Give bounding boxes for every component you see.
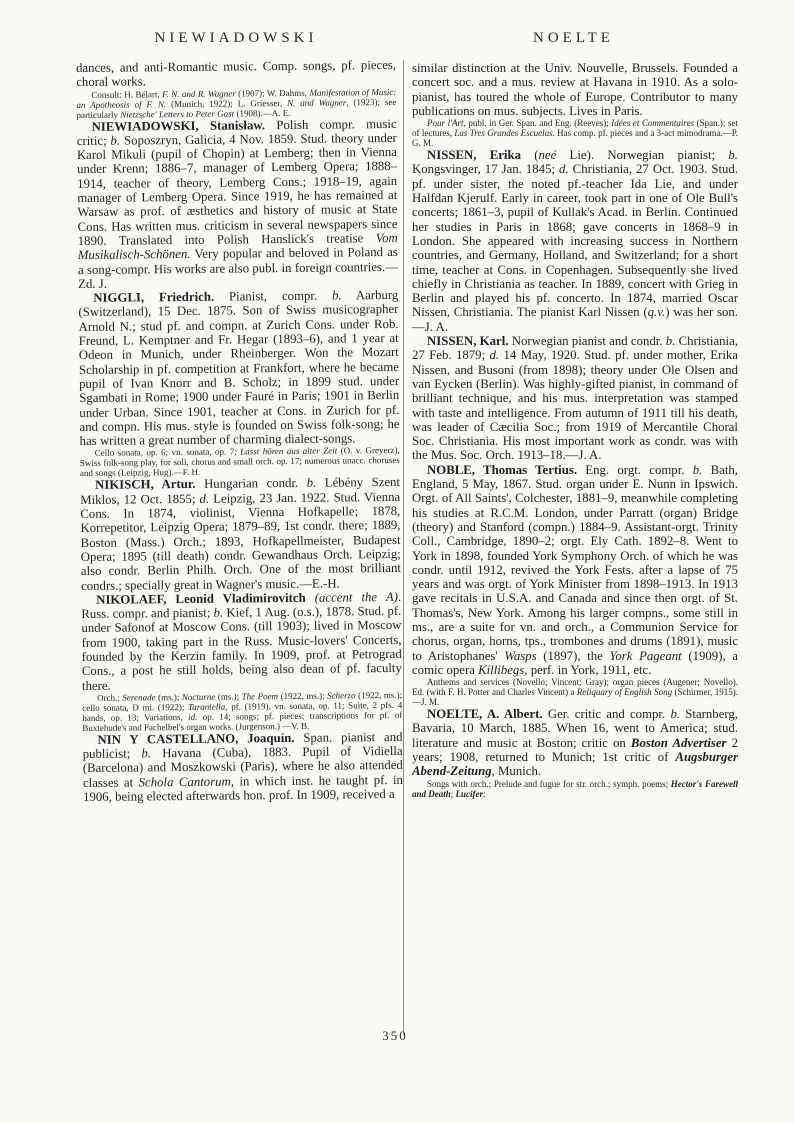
text-run: Ger. critic and compr. [542, 707, 671, 722]
text-run: Aarburg (Switzerland), 15 Dec. 1875. Son of Swiss musicographer Arnold N.; stud pf. and compn. at Zurich Cons. under Rob. Freund, L. Kemptner and Fr. Hegar (1893–6), and 1 year at Odeon in Munich, under Rheinberger. Won the Mozart Scholarship in pf. competition at Frankfort, where he became pupil of Ivan Knorr and B. Scholz; in 1899 stud. under Sgambati in Rome; 1900 under Fauré in Paris; 1901 in Berlin under Urban. Since 1901, teacher at Cons. in Zurich for pf. and compn. His mus. style is founded on Swiss folk-song; he has written a great number of charming dialect-songs. [78, 288, 400, 449]
text-run: b. [728, 148, 738, 163]
text-run: NOBLE, Thomas Tertius. [427, 462, 578, 477]
text-run: (Span.); set of lectures, [412, 118, 738, 139]
text-run: Polish compr. music critic; [76, 116, 397, 148]
text-run: Span. pianist and publicist; [82, 729, 403, 762]
running-head-right: NOELTE [533, 30, 614, 46]
text-run: neé [538, 148, 557, 163]
text-run: Anthems and services (Novello; Vincent; Gray); organ pieces (Augener; Novello). Ed. (with F. H. Potter and Charles Vincent) a [412, 677, 738, 698]
text-run: (O. v. Greyerz), Swiss folk-song play, for soli, chorus and small orch. op. 17; numerous unacc. choruses and songs (Leipzig, Hug).—F. H. [79, 445, 400, 479]
text-run: Scherzo [327, 690, 356, 701]
text-run: Killibegs [478, 662, 525, 677]
text-run: NIKISCH, Artur. [95, 477, 196, 493]
works-list-nikolaef [82, 690, 402, 733]
text-run: Nietzsche' Letters to Peter Gast [120, 108, 235, 120]
text-run: , (1923); see particularly [76, 96, 397, 120]
entry-nissen-erika [412, 148, 738, 334]
text-run: Songs with orch.; Prelude and fugue for str. orch.; symph. poems; [427, 778, 671, 789]
text-run: NIKOLAEF, Leonid Vladimirovitch [96, 590, 306, 607]
text-run: NIGGLI, Friedrich. [93, 289, 215, 306]
text-run: , pf. (1919). vn. sonata, op. 11; Suite, 2 pfs. 4 hands, op. 13; Variations, [82, 699, 403, 723]
text-run: NIN Y CASTELLANO, Joaquín. [97, 730, 295, 747]
text-run: ( [520, 148, 539, 163]
text-run: (ms.); [215, 691, 242, 702]
text-run: NOELTE, A. Albert. [427, 707, 543, 722]
entry-niggli [78, 288, 399, 448]
text-run: Hector's Farewell and Death [412, 778, 738, 799]
text-run: Cello sonata, op. 6; vn. sonata, op. 7; [94, 446, 241, 459]
text-run: (1897), the [536, 648, 610, 663]
text-run: Lie). Norwegian pianist; [556, 148, 729, 163]
text-run [306, 591, 315, 605]
entry-noble [412, 463, 738, 677]
entry-nikolaef [81, 590, 402, 693]
text-run: Pour l'Art [427, 118, 464, 129]
text-run: . Russ. compr. and pianist; [81, 589, 402, 622]
text-run: 14 May, 1920. Stud. pf. under mother, Erika Nissen, and Busoni (from 1898); theory under Ole Olsen and van Eycken (Berlin). Was highly-gifted pianist, in command of brilliant technique, and his mus. interpretation was stamped with taste and intelligence. From autumn of 1911 till his death, was leader of Cæcilia Soc.; from 1919 of Mercantile Choral Soc. Christiania. His most important work as condr. was with the Mus. Soc. Orch. 1913–18.—J. A. [412, 348, 738, 463]
text-run: (1922, ms.); [278, 690, 328, 701]
text-run: (1907); W. Dahms, [235, 87, 310, 99]
text-run: ; [483, 788, 486, 799]
text-run: Serenade [122, 692, 156, 703]
text-run: Christiania, 27 Oct. 1903. Stud. pf. under sister, the noted pf.-teacher Ida Lie, and under Halfdan Kjerulf. Early in career, took part in one of Ole Bull's concerts; 1861–3, pupil of Kullak's Acad. in Berlin. Continued her studies in Paris in 1868; gave concerts in 1868–9 in London. She appeared with increasing success in Northern countries, and Germany, Holland, and Switzerland; for a short time, teacher at Cons. in Copenhagen. Subsequently she lived chiefly in Christiania as teacher. In 1889, concert with Grieg in Berlin and played his pf. concerto. In 1874, married Oscar Nissen, Christiania. The pianist Karl Nissen ( [412, 162, 738, 320]
text-run: Orch.: [97, 692, 123, 703]
text-run: , perf. in York, 1911, etc. [524, 662, 652, 677]
text-run: Tarantella [188, 701, 226, 712]
text-run: similar distinction at the Univ. Nouvelle, Brussels. Founded a concert soc. and a mus. review at Havana in 1910. As a solo-pianist, has toured the whole of Europe. Contributor to many publications on mus. subjects. Lives in Paris. [412, 61, 738, 118]
text-run: Boston Advertiser [630, 735, 727, 750]
text-run: d. [559, 162, 569, 177]
text-run: Starnberg, Bavaria, 10 March, 1885. When 16, went to America; stud. literature and music at Boston; critic on [412, 707, 738, 750]
entry-nikisch [80, 475, 401, 592]
text-run: Reliquary of English Song [576, 687, 673, 698]
text-run: Manifestation of Music: an Apotheosis of F. N. [76, 86, 397, 110]
text-run: Hungarian condr. [195, 476, 307, 492]
text-run: Idées et Commentaires [611, 118, 695, 129]
text-run: b. [665, 334, 676, 349]
text-run: b. [213, 605, 224, 620]
works-list-niggli [80, 445, 400, 478]
text-run: . Has comp. pf. pieces and a 3-act mimodrama.—P. G. M. [412, 128, 738, 149]
continuation-paragraph [76, 58, 396, 90]
column-right [412, 61, 738, 1061]
text-run: Lasst hören aus alter Zeit [240, 445, 338, 457]
entry-nin-y-castellano [82, 730, 403, 805]
text-run: Havana (Cuba), 1883. Pupil of Vidiella (Barcelona) and Moszkowski (Paris), where he also attended classes at [82, 744, 403, 790]
text-run: NIEWIADOWSKI, Stanisław. [91, 117, 266, 134]
text-run: b. [670, 707, 681, 722]
text-run: NISSEN, Erika [427, 148, 521, 163]
text-run: F. N. and R. Wagner [162, 88, 236, 99]
works-list-nin [412, 118, 738, 148]
page-number: 350 [382, 1028, 408, 1043]
text-run: ) was her son.—J. A. [412, 305, 738, 334]
text-run: Leipzig, 23 Jan. 1922. Stud. Vienna Cons. In 1874, violinist, Vienna Hofkapelle; 1878, Korrepetitor, Leipzig Opera; 1879–89, 1st condr. there; 1889, Boston (Mass.) Orch.; 1893, Hofkapellmeister, Budapest Opera; 1895 (till death) condr. Gewandhaus Orch. Leipzig; also condr. Berlin Philh. Orch. One of the most brilliant condrs.; specially great in Wagner's music.—E.-H. [80, 489, 401, 593]
text-run: (ms.); [155, 691, 182, 703]
text-run: 2 years; 1908, returned to Munich; 1st critic of [412, 735, 738, 765]
entry-niewiadowski [77, 117, 399, 292]
text-run: Christiania, 27 Feb. 1879; [412, 334, 738, 363]
text-run: b. [331, 288, 342, 303]
text-run: op. 14; songs; pf. pieces; transcriptions for pf. of Buxtehude's and Pachelbel's organ works. (Jurgenson.) —V. B. [82, 709, 403, 733]
text-run: Las Tres Grandes Escuelas [454, 128, 553, 139]
text-run: Nocturne [181, 691, 216, 702]
text-run: York Pageant [609, 648, 682, 663]
text-run: Very popular and beloved in Poland as a song-compr. His works are also publ. in foreign countries.—Zd. J. [77, 245, 399, 291]
text-run: Consult: H. Bélart, [91, 88, 163, 100]
text-run: b. [141, 746, 152, 761]
text-run: Vom Musikalisch-Schönen. [77, 230, 398, 263]
text-run: q.v. [647, 305, 666, 320]
text-run: id. [188, 711, 198, 722]
text-run: b. [110, 133, 121, 148]
text-run: b. [306, 476, 317, 491]
entry-noelte [412, 707, 738, 778]
works-list-noble [412, 677, 738, 707]
running-head-left: NIEWIADOWSKI [154, 30, 318, 46]
column-left [76, 58, 406, 1056]
text-run: Schola Cantorum [138, 774, 231, 790]
text-run: NISSEN, Karl. [427, 334, 509, 349]
continuation-paragraph [412, 61, 738, 118]
text-run: , in which inst. he taught pf. in 1906, being elected afterwards hon. prof. In 1909, received a [82, 772, 403, 805]
text-run: dances, and anti-Romantic music. Comp. songs, pf. pieces, choral works. [76, 57, 397, 90]
text-run: (accent the A) [314, 589, 399, 605]
text-run: (1908).—A. E. [234, 107, 291, 119]
text-run: , publ. in Ger. Span. and Eng. (Reeves); [463, 118, 612, 129]
text-run: (Munich, 1922); L. Griesser, [166, 97, 288, 109]
text-run: Kief, 1 Aug. (o.s.), 1878. Stud. pf. under Safonof at Moscow Cons. (till 1903); lived in Moscow from 1900, taking part in the Russ. Music-lovers' Concerts, founded by the Kerzin family. In 1909, prof. at Petrograd Cons., a post he still holds, being also dean of pf. faculty there. [81, 603, 402, 693]
text-run: ; [450, 788, 456, 799]
text-run: Bath, England, 5 May, 1867. Stud. organ under E. Nunn in Ipswich. Orgt. of All Saints', Colchester, 1881–9, meanwhile completing his studies at R.C.M. London, under Parratt (organ) Bridge (theory) and Stanford (compn.) 1884–9. Assistant-orgt. Trinity Coll., Cambridge, 1890–2; orgt. Ely Cath. 1892–8. Went to York in 1898, founded York Symphony Orch. of which he was condr. until 1912, revived the York Fests. after a lapse of 75 years and was orgt. of York Minister from 1898–1913. In 1913 gave recitals in U.S.A. and Canada and since then orgt. of St. Thomas's, New York. Among his larger compns., some still in ms., are a suite for vn. and orch., a Communion Service for chorus, organ, horns, tps., trombones and drums (1891), music to Aristophanes' [412, 462, 738, 663]
text-run: (1909), a comic opera [412, 648, 738, 677]
text-run: b. [692, 462, 703, 477]
text-run: Lucifer [455, 788, 484, 799]
text-run: Lébény Szent Miklos, 12 Oct. 1855; [80, 475, 401, 507]
consult-note [76, 87, 396, 120]
text-run: Norwegian pianist and condr. [508, 334, 666, 349]
text-run: , Munich. [491, 764, 542, 779]
text-run: Wasps [504, 648, 537, 663]
text-run: Pianist, compr. [214, 288, 333, 304]
text-run: d. [199, 491, 210, 506]
works-list-noelte [412, 779, 738, 799]
text-run: Soposzryn, Galicia, 4 Nov. 1859. Stud. theory under Karol Mikuli (pupil of Chopin) at Lemberg; then in Vienna under Krenn; 1886–7, manager of Lemberg Opera; 1888–1914, teacher of theory, Lemberg Cons.; 1918–19, again manager of Lemberg Opera. Since 1919, he has remained at Warsaw as prof. of æsthetics and history of music at State Cons. Has written mus. criticism in several newspapers since 1890. Translated into Polish Hanslick's treatise [76, 130, 398, 248]
entry-nissen-karl [412, 334, 738, 463]
text-run: (Schirmer, 1915).—J. M. [412, 687, 738, 708]
text-run: Augsburger Abend-Zeitung [412, 750, 738, 779]
text-run: Kongsvinger, 17 Jan. 1845; [412, 162, 560, 177]
text-run: (1922, ms.); cello sonata, D mi. (1922); [82, 689, 403, 713]
text-run: The Poem [241, 690, 279, 702]
text-run: Eng. orgt. compr. [577, 462, 693, 477]
text-run: N. and Wagner [287, 97, 347, 108]
text-run: d. [489, 348, 500, 363]
